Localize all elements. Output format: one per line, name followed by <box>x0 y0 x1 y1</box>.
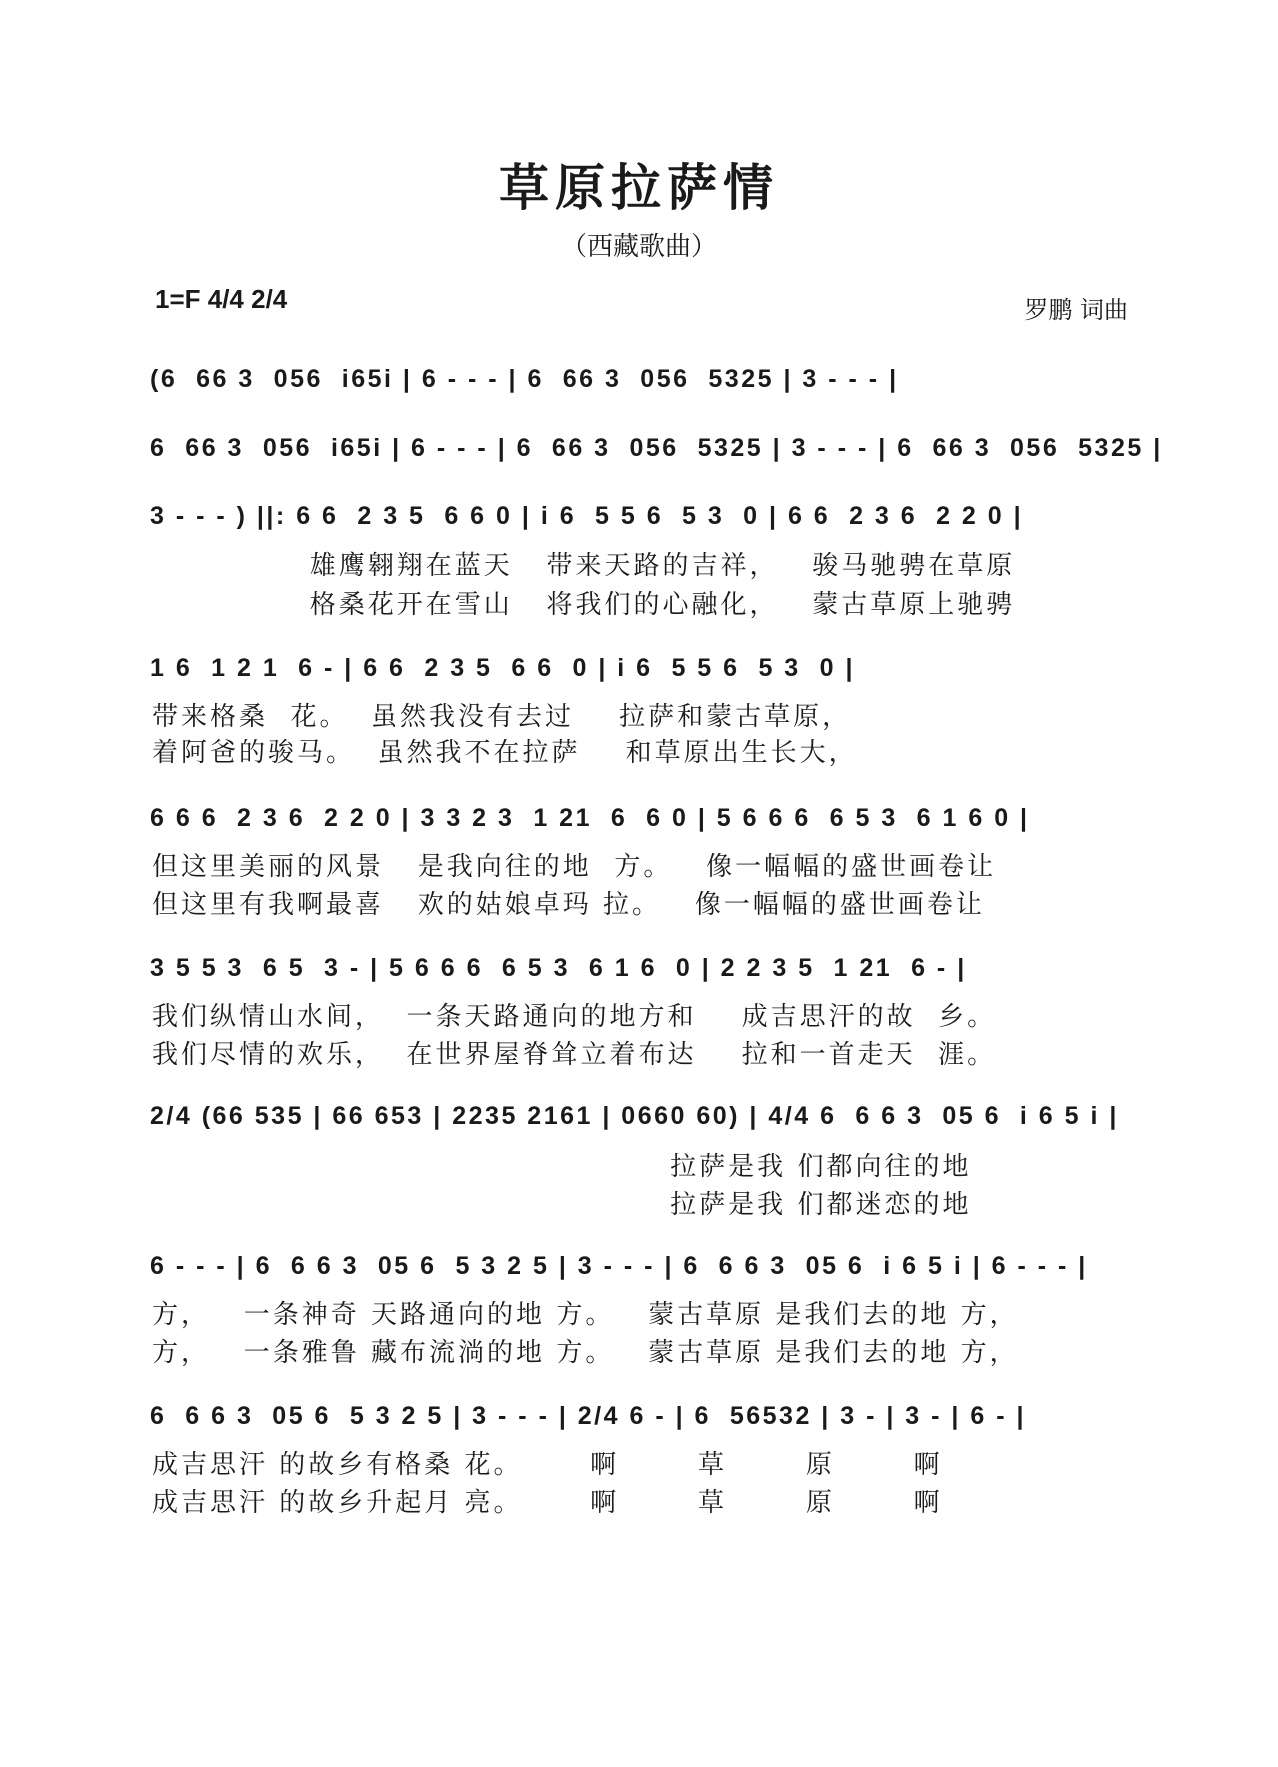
lyric-line-8b: 方， 一条雅鲁 藏布流淌的地 方。 蒙古草原 是我们去的地 方， <box>152 1338 1019 1368</box>
notation-line-8: 6 - - - | 6 6 6 3 05 6 5 3 2 5 | 3 - - - | 6 6 6 3 05 6 i 6 5 i | 6 - - - | <box>150 1252 1088 1280</box>
lyric-line-7b: 拉萨是我 们都迷恋的地 <box>152 1190 972 1220</box>
lyric-line-3a: 雄鹰翱翔在蓝天 带来天路的吉祥， 骏马驰骋在草原 <box>152 551 1016 581</box>
page-subtitle: （西藏歌曲） <box>560 232 717 262</box>
lyric-line-7a: 拉萨是我 们都向往的地 <box>152 1152 972 1182</box>
page-title: 草原拉萨情 <box>499 158 779 217</box>
lyric-line-3b: 格桑花开在雪山 将我们的心融化， 蒙古草原上驰骋 <box>152 590 1016 620</box>
lyric-line-5b: 但这里有我啊最喜 欢的姑娘卓玛 拉。 像一幅幅的盛世画卷让 <box>152 890 985 920</box>
lyric-line-4a: 带来格桑 花。 虽然我没有去过 拉萨和蒙古草原， <box>152 702 852 732</box>
notation-line-1: (6 66 3 056 i65i | 6 - - - | 6 66 3 056 5325 | 3 - - - | <box>150 365 899 393</box>
lyric-line-4b: 着阿爸的骏马。 虽然我不在拉萨 和草原出生长大， <box>152 738 858 768</box>
lyric-line-9a: 成吉思汗 的故乡有格桑 花。 啊 草 原 啊 <box>152 1450 943 1480</box>
lyric-line-6b: 我们尽情的欢乐， 在世界屋脊耸立着布达 拉和一首走天 涯。 <box>152 1040 997 1070</box>
lyric-line-8a: 方， 一条神奇 天路通向的地 方。 蒙古草原 是我们去的地 方， <box>152 1300 1019 1330</box>
lyric-line-5a: 但这里美丽的风景 是我向往的地 方。 像一幅幅的盛世画卷让 <box>152 852 997 882</box>
notation-line-4: 1 6 1 2 1 6 - | 6 6 2 3 5 6 6 0 | i 6 5 5 6 5 3 0 | <box>150 654 855 682</box>
notation-line-2: 6 66 3 056 i65i | 6 - - - | 6 66 3 056 5325 | 3 - - - | 6 66 3 056 5325 | <box>150 434 1163 462</box>
lyric-line-9b: 成吉思汗 的故乡升起月 亮。 啊 草 原 啊 <box>152 1488 943 1518</box>
author-credit: 罗鹏 词曲 <box>1024 296 1128 324</box>
lyric-line-6a: 我们纵情山水间， 一条天路通向的地方和 成吉思汗的故 乡。 <box>152 1002 997 1032</box>
notation-line-9: 6 6 6 3 05 6 5 3 2 5 | 3 - - - | 2/4 6 - | 6 56532 | 3 - | 3 - | 6 - | <box>150 1402 1026 1430</box>
key-signature: 1=F 4/4 2/4 <box>155 284 288 314</box>
notation-line-6: 3 5 5 3 6 5 3 - | 5 6 6 6 6 5 3 6 1 6 0 | 2 2 3 5 1 21 6 - | <box>150 954 967 982</box>
notation-line-3: 3 - - - ) ||: 6 6 2 3 5 6 6 0 | i 6 5 5 6 5 3 0 | 6 6 2 3 6 2 2 0 | <box>150 502 1024 530</box>
notation-line-7: 2/4 (66 535 | 66 653 | 2235 2161 | 0660 60) | 4/4 6 6 6 3 05 6 i 6 5 i | <box>150 1102 1119 1130</box>
notation-line-5: 6 6 6 2 3 6 2 2 0 | 3 3 2 3 1 21 6 6 0 | 5 6 6 6 6 5 3 6 1 6 0 | <box>150 804 1030 832</box>
